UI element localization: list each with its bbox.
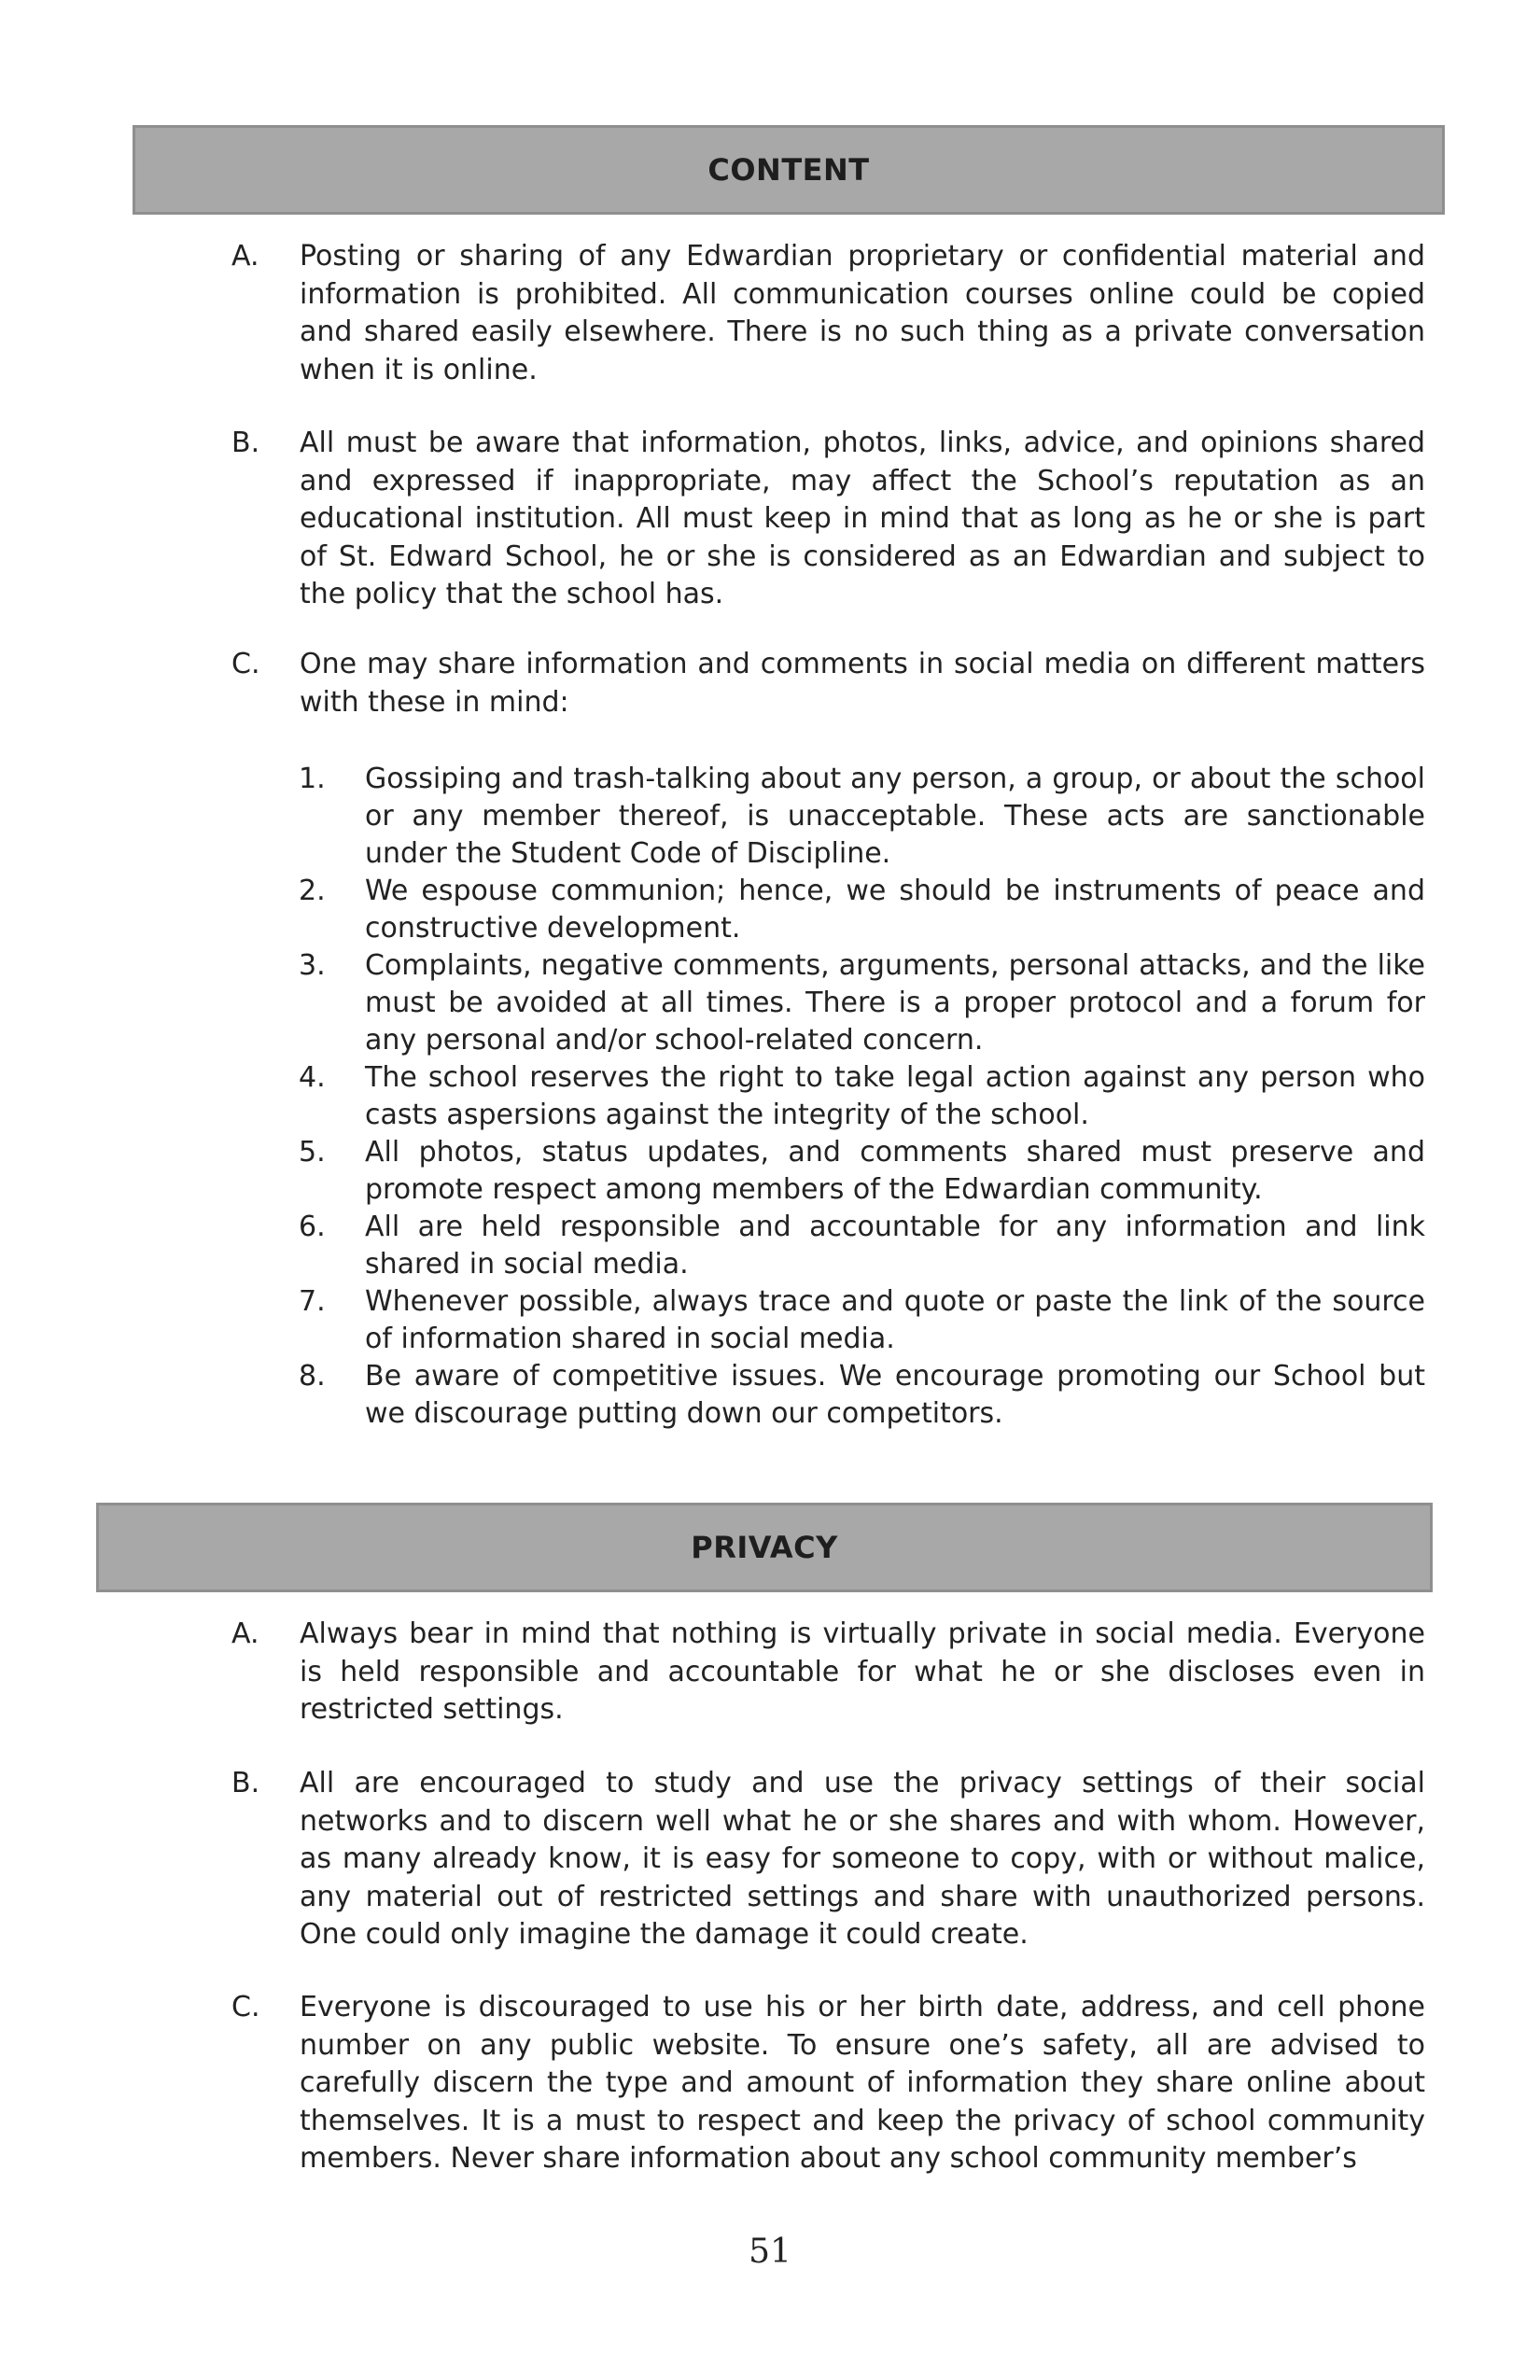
numbered-item-2-text: We espouse communion; hence, we should be instruments of peace and constructive development. xyxy=(365,875,1425,945)
numbered-item-3 xyxy=(299,947,1425,1059)
content-item-a-text: Posting or sharing of any Edwardian proprietary or confidential material and information is prohibited. All communication courses online could be copied and shared easily elsewhere. There is no such thing as a private conversation when it is online. xyxy=(300,240,1425,386)
content-item-c-letter: C. xyxy=(231,648,260,680)
numbered-item-4-text: The school reserves the right to take legal action against any person who casts aspersions against the integrity of the school. xyxy=(365,1061,1425,1131)
content-item-b-text: All must be aware that information, photos, links, advice, and opinions shared and expressed if inappropriate, may affect the School’s reputation as an educational institution. All must keep in mind that as long as he or she is part of St. Edward School, he or she is considered as an Edwardian and subject to the policy that the school has. xyxy=(300,427,1425,610)
content-item-c xyxy=(231,646,1425,721)
numbered-item-4 xyxy=(299,1059,1425,1134)
numbered-item-5 xyxy=(299,1134,1425,1209)
numbered-item-6 xyxy=(299,1209,1425,1283)
privacy-item-c xyxy=(231,1989,1425,2178)
content-section-title: CONTENT xyxy=(707,152,870,188)
numbered-item-3-number: 3. xyxy=(299,949,326,982)
privacy-item-c-text: Everyone is discouraged to use his or her birth date, address, and cell phone number on any public website. To ensure one’s safety, all are advised to carefully discern the type and amount of information they share online about themselves. It is a must to respect and keep the privacy of school community members. Never share information about any school community member’s xyxy=(300,1991,1425,2175)
numbered-item-1 xyxy=(299,761,1425,873)
numbered-item-2-number: 2. xyxy=(299,875,326,907)
content-item-a-letter: A. xyxy=(231,240,259,273)
privacy-item-b xyxy=(231,1765,1425,1954)
numbered-item-7-number: 7. xyxy=(299,1285,326,1318)
numbered-item-3-text: Complaints, negative comments, arguments, personal attacks, and the like must be avoided at all times. There is a proper protocol and a forum for any personal and/or school-related concern. xyxy=(365,949,1425,1057)
numbered-item-7-text: Whenever possible, always trace and quote or paste the link of the source of information shared in social media. xyxy=(365,1285,1425,1355)
numbered-item-8-text: Be aware of competitive issues. We encourage promoting our School but we discourage putting down our competitors. xyxy=(365,1360,1425,1430)
content-section-header xyxy=(133,125,1445,215)
content-item-a xyxy=(231,238,1425,389)
content-item-c-text: One may share information and comments in social media on different matters with these in mind: xyxy=(300,648,1425,719)
privacy-item-b-letter: B. xyxy=(231,1767,260,1799)
privacy-item-b-text: All are encouraged to study and use the privacy settings of their social networks and to discern well what he or she shares and with whom. However, as many already know, it is easy for someone to copy, with or without malice, any material out of restricted settings and share with unauthorized persons. One could only imagine the damage it could create. xyxy=(300,1767,1425,1951)
content-item-b xyxy=(231,425,1425,614)
page-number: 51 xyxy=(749,2233,791,2271)
privacy-item-a xyxy=(231,1616,1425,1729)
content-numbered-list xyxy=(299,761,1425,1433)
numbered-item-1-number: 1. xyxy=(299,763,326,795)
privacy-item-a-letter: A. xyxy=(231,1617,259,1650)
numbered-item-6-number: 6. xyxy=(299,1211,326,1243)
privacy-item-a-text: Always bear in mind that nothing is virtually private in social media. Everyone is held responsible and accountable for what he or she discloses even in restricted settings. xyxy=(300,1617,1425,1726)
numbered-item-8 xyxy=(299,1358,1425,1433)
numbered-item-8-number: 8. xyxy=(299,1360,326,1393)
numbered-item-2 xyxy=(299,873,1425,947)
numbered-item-5-text: All photos, status updates, and comments shared must preserve and promote respect among members of the Edwardian community. xyxy=(365,1136,1425,1206)
numbered-item-1-text: Gossiping and trash-talking about any person, a group, or about the school or any member thereof, is unacceptable. These acts are sanctionable under the Student Code of Discipline. xyxy=(365,763,1425,870)
numbered-item-4-number: 4. xyxy=(299,1061,326,1094)
privacy-section-title: PRIVACY xyxy=(691,1530,838,1565)
numbered-item-5-number: 5. xyxy=(299,1136,326,1169)
numbered-item-6-text: All are held responsible and accountable for any information and link shared in social media. xyxy=(365,1211,1425,1281)
content-item-b-letter: B. xyxy=(231,427,260,459)
privacy-section-header xyxy=(96,1503,1433,1592)
numbered-item-7 xyxy=(299,1283,1425,1358)
privacy-item-c-letter: C. xyxy=(231,1991,260,2023)
